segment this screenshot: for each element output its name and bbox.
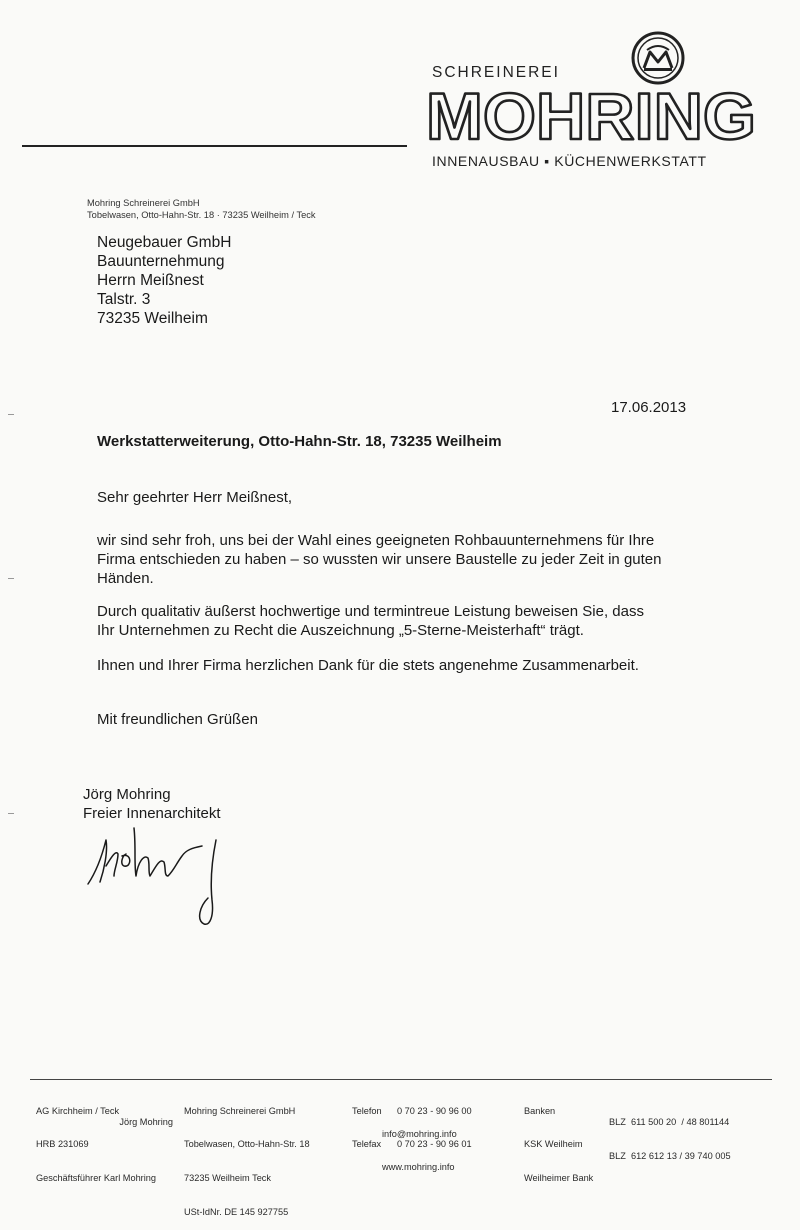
footer-web xyxy=(382,1106,457,1185)
footer-company-city: 73235 Weilheim Teck xyxy=(184,1173,271,1184)
footer-bank-2-code: BLZ 612 612 13 / 39 740 005 xyxy=(609,1150,731,1161)
handwritten-signature xyxy=(82,820,232,930)
company-prefix: SCHREINEREI xyxy=(432,64,560,81)
footer-email: info@mohring.info xyxy=(382,1128,457,1139)
closing: Mit freundlichen Grüßen xyxy=(97,711,258,728)
company-name: MOHRING xyxy=(426,85,756,147)
paragraph-2 xyxy=(97,602,737,640)
recipient-street: Talstr. 3 xyxy=(97,291,151,308)
paragraph-2-line: Durch qualitativ äußerst hochwertige und termintreue Leistung beweisen Sie, dass xyxy=(97,603,644,620)
scan-mark xyxy=(8,414,14,415)
footer-fax-label: Telefax xyxy=(352,1139,382,1150)
company-logo-wordmark xyxy=(424,85,760,147)
footer-register xyxy=(36,1083,156,1196)
footer-director: Geschäftsführer Karl Mohring xyxy=(36,1173,156,1184)
paragraph-2-line: Ihr Unternehmen zu Recht die Auszeichnung „5-Sterne-Meisterhaft“ trägt. xyxy=(97,622,584,639)
scan-mark xyxy=(8,578,14,579)
signer-name: Jörg Mohring xyxy=(83,786,171,803)
paragraph-1-line: Händen. xyxy=(97,570,154,587)
footer-hrb: HRB 231069 xyxy=(36,1139,89,1150)
footer-website: www.mohring.info xyxy=(382,1162,455,1173)
footer-bank-codes xyxy=(609,1094,731,1173)
footer-company-street: Tobelwasen, Otto-Hahn-Str. 18 xyxy=(184,1139,310,1150)
recipient-person: Herrn Meißnest xyxy=(97,272,204,289)
footer-court: AG Kirchheim / Teck xyxy=(36,1105,120,1116)
footer-banks-title: Banken xyxy=(524,1105,556,1116)
letter-date: 17.06.2013 xyxy=(611,399,687,416)
footer-company xyxy=(184,1083,310,1230)
footer-bank-2: Weilheimer Bank xyxy=(524,1173,594,1184)
footer-fax: 0 70 23 - 90 96 01 xyxy=(397,1139,472,1150)
footer-contact-labels xyxy=(352,1083,382,1162)
recipient-company: Neugebauer GmbH xyxy=(97,234,232,251)
signer-title: Freier Innenarchitekt xyxy=(83,805,221,822)
sender-company: Mohring Schreinerei GmbH xyxy=(87,198,200,208)
footer-company-name: Mohring Schreinerei GmbH xyxy=(184,1105,296,1116)
letterhead-rule xyxy=(22,145,407,147)
recipient-city: 73235 Weilheim xyxy=(97,310,208,327)
footer-bank-1-code: BLZ 611 500 20 / 48 801144 xyxy=(609,1116,730,1127)
paragraph-1 xyxy=(97,531,737,588)
footer-bank-1: KSK Weilheim xyxy=(524,1139,583,1150)
footer-banks xyxy=(524,1083,593,1196)
footer-director-2: Jörg Mohring xyxy=(119,1117,173,1127)
scan-mark xyxy=(8,813,14,814)
paragraph-3-line: Ihnen und Ihrer Firma herzlichen Dank für die stets angenehme Zusammenarbeit. xyxy=(97,657,639,674)
sender-address: Tobelwasen, Otto-Hahn-Str. 18 · 73235 Weilheim / Teck xyxy=(87,210,316,220)
footer-phone-label: Telefon xyxy=(352,1105,382,1116)
footer-rule xyxy=(30,1079,772,1080)
company-tagline: INNENAUSBAU ▪ KÜCHENWERKSTATT xyxy=(432,153,707,169)
footer-phone: 0 70 23 - 90 96 00 xyxy=(397,1105,472,1116)
recipient-type: Bauunternehmung xyxy=(97,253,225,270)
paragraph-1-line: Firma entschieden zu haben – so wussten wir unsere Baustelle zu jeder Zeit in guten xyxy=(97,551,662,568)
company-emblem-icon xyxy=(630,30,686,86)
salutation: Sehr geehrter Herr Meißnest, xyxy=(97,489,293,506)
paragraph-1-line: wir sind sehr froh, uns bei der Wahl eines geeigneten Rohbauunternehmens für Ihre xyxy=(97,532,655,549)
footer-vat-id: USt-IdNr. DE 145 927755 xyxy=(184,1207,289,1218)
paragraph-3 xyxy=(97,656,737,675)
letter-subject: Werkstatterweiterung, Otto-Hahn-Str. 18, 73235 Weilheim xyxy=(97,433,502,450)
